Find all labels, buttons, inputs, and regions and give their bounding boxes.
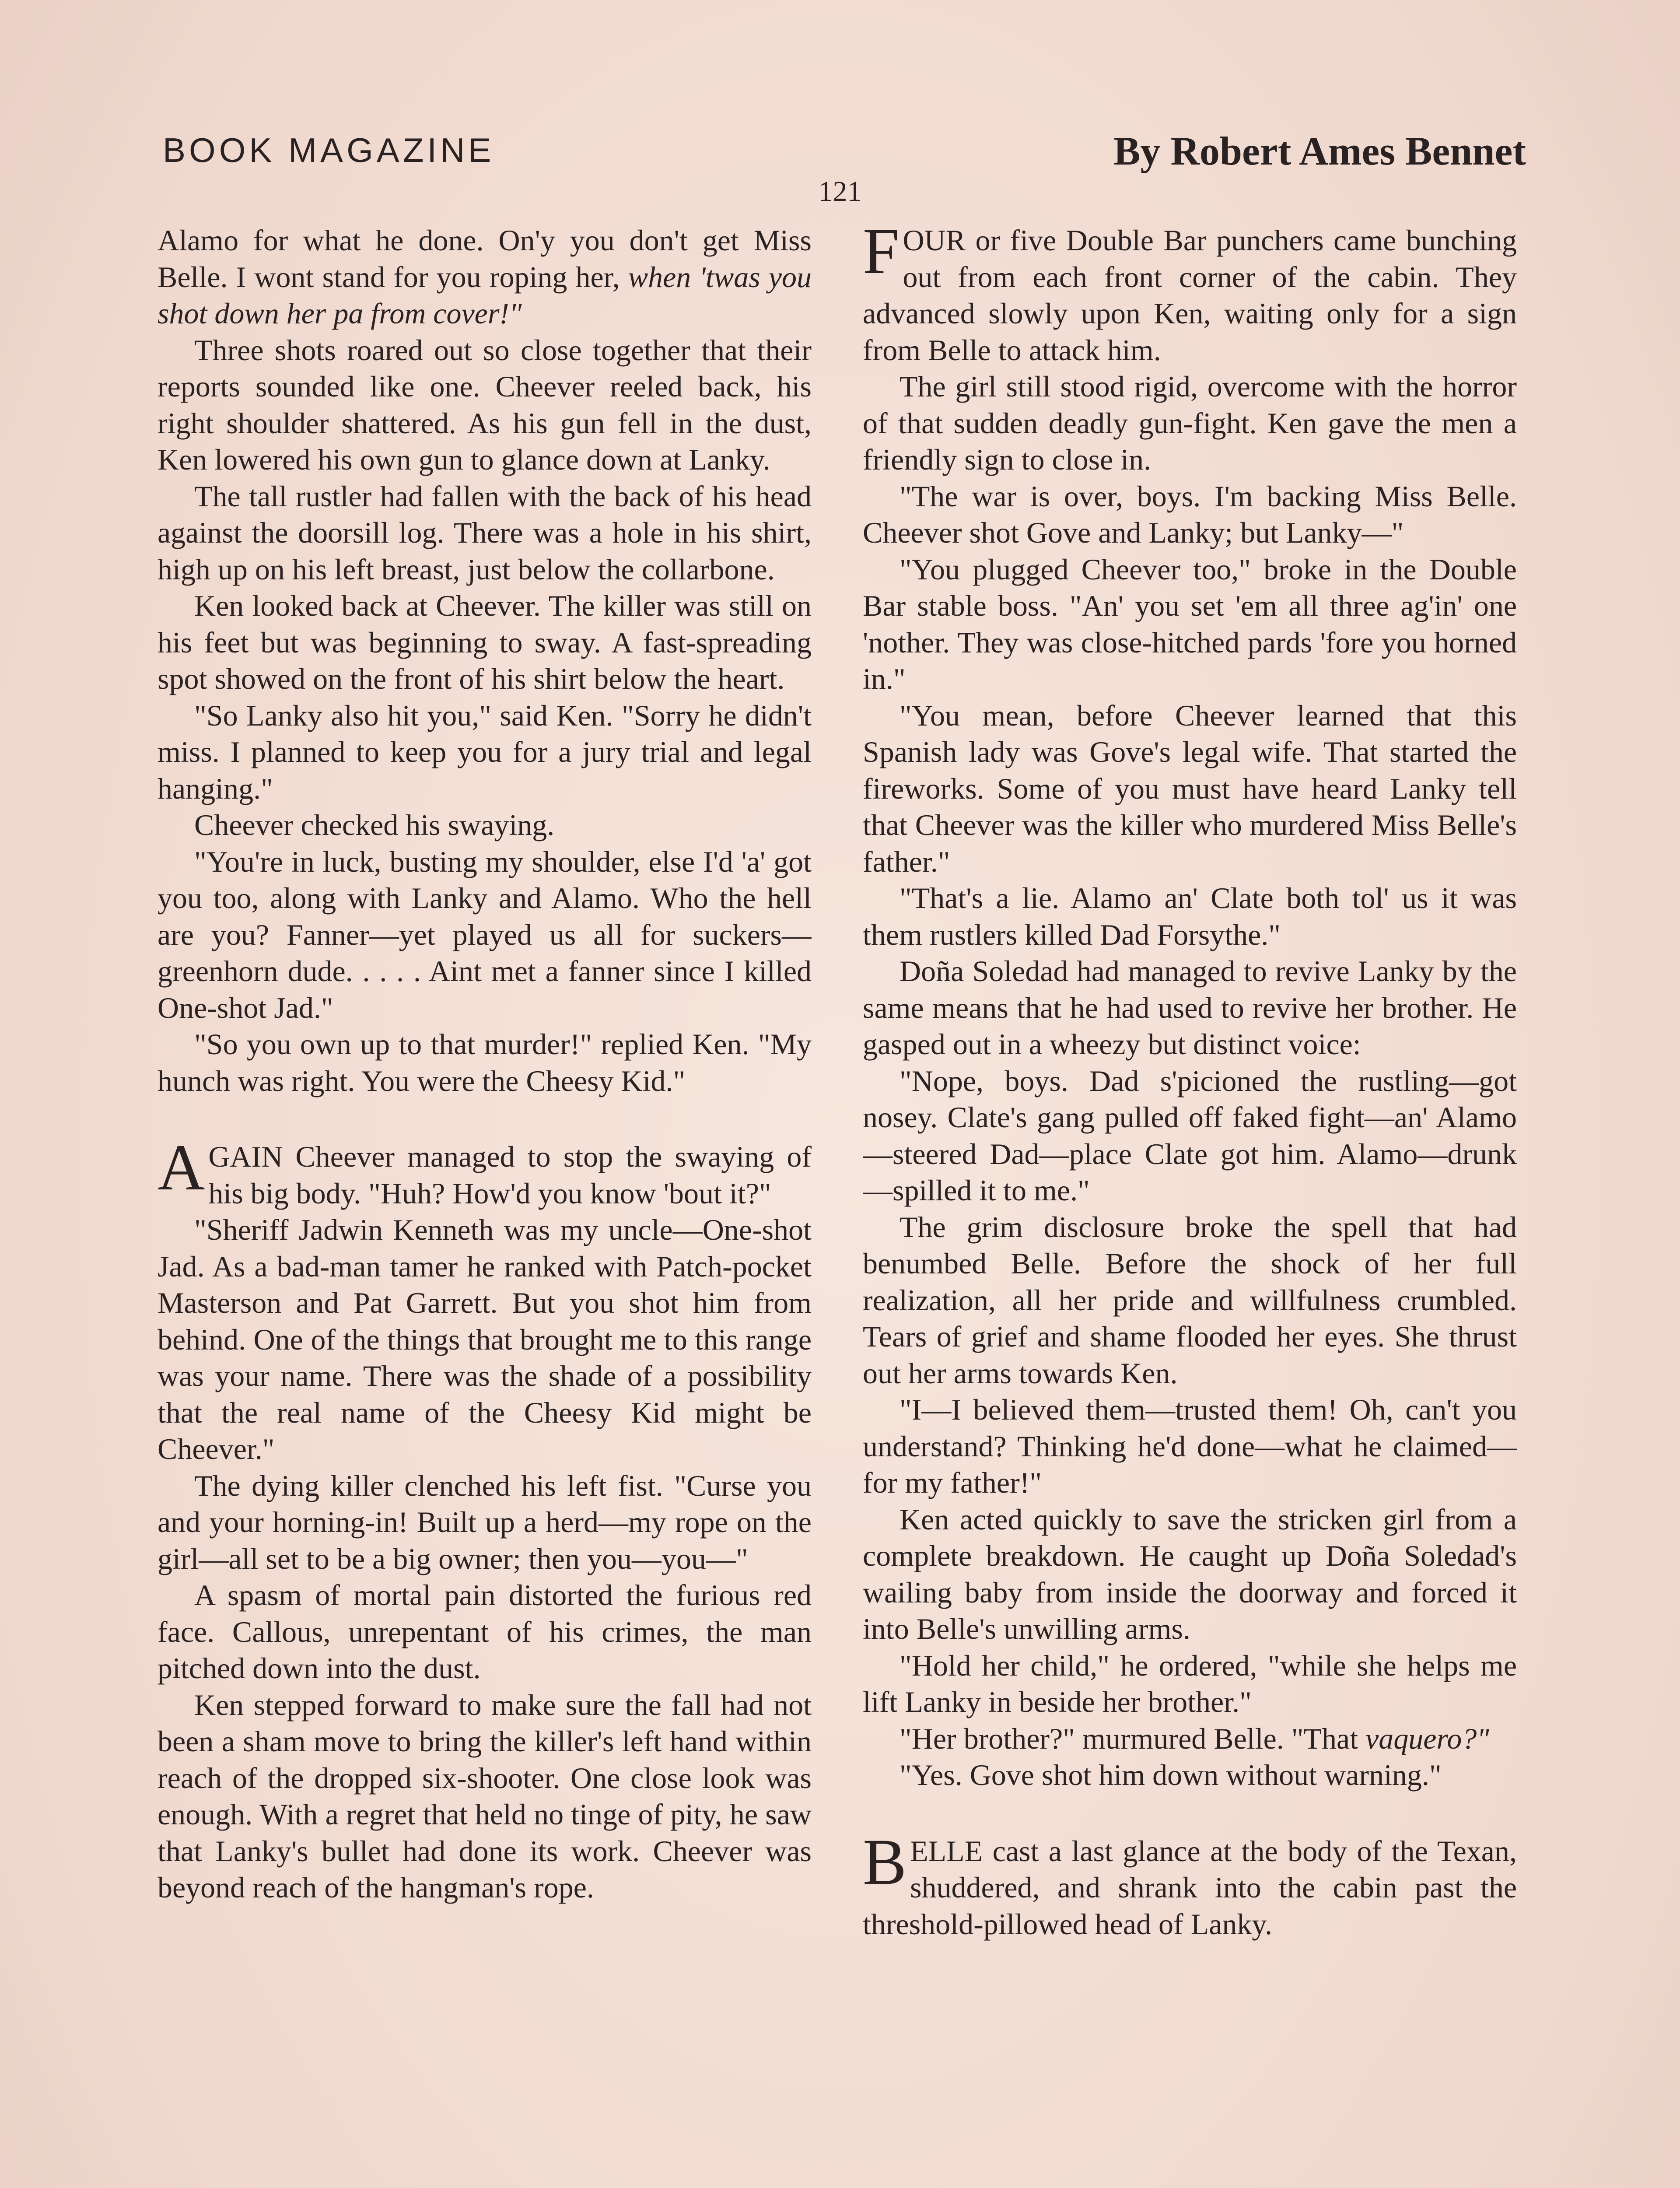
paragraph: "That's a lie. Alamo an' Clate both tol' us it was them rustlers killed Dad Forsythe." [863, 881, 1517, 951]
paragraph: "You're in luck, busting my shoulder, else I'd 'a' got you too, along with Lanky and Alamo. Who the hell are you? Fanner—yet played us all for suckers—greenhorn dude. . . . . Aint met a fanner since I killed One-shot Jad." [158, 845, 812, 1024]
paragraph: The grim disclosure broke the spell that had benumbed Belle. Before the shock of her full realization, all her pride and willfulness crumbled. Tears of grief and shame flooded her eyes. She thrust out her arms towards Ken. [863, 1210, 1517, 1390]
paragraph: "So you own up to that murder!" replied Ken. "My hunch was right. You were the Cheesy Kid." [158, 1027, 812, 1098]
drop-cap: A [158, 1131, 205, 1204]
paragraph: Cheever checked his swaying. [194, 808, 555, 842]
paragraph: "Her brother?" murmured Belle. "That vaquero?" [900, 1722, 1489, 1755]
paragraph: The dying killer clenched his left fist. "Curse you and your horning-in! Built up a herd—my rope on the girl—all set to be a big owner; then you—you—" [158, 1469, 812, 1575]
paragraph: The tall rustler had fallen with the back of his head against the doorsill log. There was a hole in his shirt, high up on his left breast, just below the collarbone. [158, 479, 812, 586]
author-byline: By Robert Ames Bennet [1113, 129, 1526, 173]
paragraph: "Hold her child," he ordered, "while she helps me lift Lanky in beside her brother." [863, 1648, 1517, 1718]
running-head [163, 123, 1526, 172]
paragraph: "Yes. Gove shot him down without warning." [900, 1758, 1442, 1792]
paragraph: The girl still stood rigid, overcome with the horror of that sudden deadly gun-fight. Ken gave the men a friendly sign to close in. [863, 370, 1517, 476]
paragraph: Doña Soledad had managed to revive Lanky by the same means that he had used to revive her brother. He gasped out in a wheezy but distinct voice: [863, 954, 1517, 1061]
left-text-column [158, 222, 812, 2188]
page-number: 121 [818, 175, 862, 207]
drop-cap: B [863, 1825, 907, 1898]
right-text-column [863, 222, 1517, 2188]
paragraph: BELLE cast a last glance at the body of the Texan, shuddered, and shrank into the cabin past the threshold-pillowed head of Lanky. [863, 1825, 1517, 1941]
section-break [158, 1099, 812, 1139]
paragraph: "The war is over, boys. I'm backing Miss Belle. Cheever shot Gove and Lanky; but Lanky—" [863, 479, 1517, 549]
paragraph: Ken looked back at Cheever. The killer was still on his feet but was beginning to sway. A fast-spreading spot showed on the front of his shirt below the heart. [158, 589, 812, 695]
paragraph: "You mean, before Cheever learned that this Spanish lady was Gove's legal wife. That started the fireworks. Some of you must have heard Lanky tell that Cheever was the killer who murdered Miss Belle's father." [863, 698, 1517, 878]
paragraph: Ken acted quickly to save the stricken girl from a complete breakdown. He caught up Doña Soledad's wailing baby from inside the doorway and forced it into Belle's unwilling arms. [863, 1502, 1517, 1645]
paragraph: Alamo for what he done. On'y you don't get Miss Belle. I wont stand for you roping her, when 'twas you shot down her pa from cover!" [158, 224, 812, 330]
drop-cap: F [863, 222, 900, 288]
paragraph: AGAIN Cheever managed to stop the swaying of his big body. "Huh? How'd you know 'bout it?" [158, 1131, 812, 1210]
paragraph: "I—I believed them—trusted them! Oh, can't you understand? Thinking he'd done—what he claimed—for my father!" [863, 1393, 1517, 1499]
paragraph: Ken stepped forward to make sure the fall had not been a sham move to bring the killer's left hand within reach of the dropped six-shooter. One close look was enough. With a regret that held no tinge of pity, he saw that Lanky's bullet had done its work. Cheever was beyond reach of the hangman's rope. [158, 1688, 812, 1904]
paragraph: Three shots roared out so close together that their reports sounded like one. Cheever reeled back, his right shoulder shattered. As his gun fell in the dust, Ken lowered his own gun to glance down at Lanky. [158, 333, 812, 476]
section-break [863, 1794, 1517, 1833]
paragraph: FOUR or five Double Bar punchers came bunching out from each front corner of the cabin. They advanced slowly upon Ken, waiting only for a sign from Belle to attack him. [863, 222, 1517, 367]
paragraph: A spasm of mortal pain distorted the furious red face. Callous, unrepentant of his crimes, the man pitched down into the dust. [158, 1578, 812, 1685]
paragraph: "So Lanky also hit you," said Ken. "Sorry he didn't miss. I planned to keep you for a jury trial and legal hanging." [158, 698, 812, 805]
paragraph: "Sheriff Jadwin Kenneth was my uncle—One-shot Jad. As a bad-man tamer he ranked with Patch-pocket Masterson and Pat Garrett. But you shot him from behind. One of the things that brought me to this range was your name. There was the shade of a possibility that the real name of the Cheesy Kid might be Cheever." [158, 1213, 812, 1466]
paragraph: "Nope, boys. Dad s'picioned the rustling—got nosey. Clate's gang pulled off faked fight—an' Alamo—steered Dad—place Clate got him. Alamo—drunk—spilled it to me." [863, 1064, 1517, 1207]
magazine-title: BOOK MAGAZINE [163, 131, 495, 169]
paragraph: "You plugged Cheever too," broke in the Double Bar stable boss. "An' you set 'em all three ag'in' one 'nother. They was close-hitched pards 'fore you horned in." [863, 552, 1517, 695]
